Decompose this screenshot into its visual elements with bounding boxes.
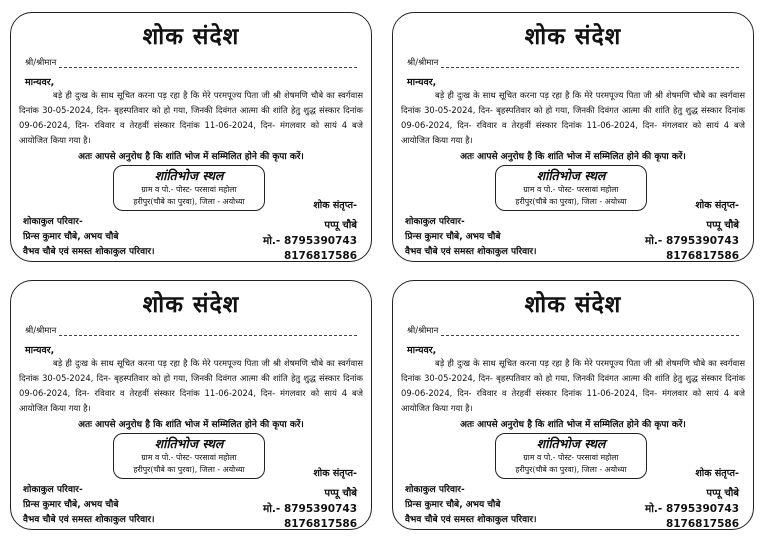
condolence-card-3: [10, 280, 372, 530]
request-line: अतः आपसे अनुरोध है कि शांति भोज में सम्मिलित होने की कृपा करें।: [460, 420, 686, 430]
venue-address-line-1: ग्राम व पो.- पोस्ट- परसावां महोला: [141, 185, 237, 194]
phone-number-2: 8176817586: [283, 250, 357, 262]
phone-number-1: मो.- 8795390743: [644, 503, 739, 515]
salutation: मान्यवर,: [407, 345, 437, 356]
card-title: शोक संदेश: [524, 292, 622, 318]
family-heading: शोकाकुल परिवार-: [405, 217, 465, 227]
salutation: मान्यवर,: [25, 345, 55, 356]
phone-number-1: मो.- 8795390743: [644, 235, 739, 247]
mourner-label: शोक संतृप्त-: [695, 468, 739, 479]
venue-address-line-2: हरीपुर(चौबे का पुरवा), जिला - अयोध्या: [133, 197, 245, 206]
addressee-prefix: श्री/श्रीमान: [407, 326, 439, 336]
venue-address-line-1: ग्राम व पो.- पोस्ट- परसावां महोला: [523, 185, 619, 194]
venue-address-line-2: हरीपुर(चौबे का पुरवा), जिला - अयोध्या: [515, 465, 627, 474]
phone-number-1: मो.- 8795390743: [262, 235, 357, 247]
card-title: शोक संदेश: [142, 24, 240, 50]
card-title: शोक संदेश: [142, 292, 240, 318]
message-body: बड़े ही दुःख के साथ सूचित करना पड़ रहा है कि मेरे परमपूज्य पिता जी श्री शेषमणि चौबे का स्वर्गवास दिनांक 30-05-2024, दिन- बृहस्पतिवार को हो गया, जिनकी दिवंगत आत्मा की शांति हेतु शुद्ध संस्कार दिनांक 09-06-2024, दिन- रविवार व तेरहवीं संस्कार दिनांक 11-06-2024, दिन- मंगलवार को सायं 4 बजे आयोजित किया गया है।: [19, 358, 363, 413]
family-names-line-2: वैभव चौबे एवं समस्त शोकाकुल परिवार।: [405, 515, 537, 525]
family-names-line-2: वैभव चौबे एवं समस्त शोकाकुल परिवार।: [23, 515, 155, 525]
venue-title: शांतिभोज स्थल: [536, 436, 606, 451]
request-line: अतः आपसे अनुरोध है कि शांति भोज में सम्मिलित होने की कृपा करें।: [78, 152, 304, 162]
venue-box: [113, 165, 265, 211]
family-names-line-2: वैभव चौबे एवं समस्त शोकाकुल परिवार।: [23, 247, 155, 257]
mourner-label: शोक संतृप्त-: [695, 200, 739, 211]
message-body: बड़े ही दुःख के साथ सूचित करना पड़ रहा है कि मेरे परमपूज्य पिता जी श्री शेषमणि चौबे का स्वर्गवास दिनांक 30-05-2024, दिन- बृहस्पतिवार को हो गया, जिनकी दिवंगत आत्मा की शांति हेतु शुद्ध संस्कार दिनांक 09-06-2024, दिन- रविवार व तेरहवीं संस्कार दिनांक 11-06-2024, दिन- मंगलवार को सायं 4 बजे आयोजित किया गया है।: [19, 90, 363, 145]
family-names-line-1: प्रिन्स कुमार चौबे, अभय चौबे: [23, 232, 119, 242]
venue-title: शांतिभोज स्थल: [536, 168, 606, 183]
venue-box: [113, 433, 265, 479]
venue-title: शांतिभोज स्थल: [154, 168, 224, 183]
mourner-label: शोक संतृप्त-: [313, 200, 357, 211]
phone-number-1: मो.- 8795390743: [262, 503, 357, 515]
condolence-card-4: [392, 280, 754, 530]
mourner-name: पप्पू चौबे: [324, 488, 357, 499]
venue-address-line-2: हरीपुर(चौबे का पुरवा), जिला - अयोध्या: [515, 197, 627, 206]
condolence-card-1: [10, 12, 372, 262]
venue-box: [495, 433, 647, 479]
venue-address-line-2: हरीपुर(चौबे का पुरवा), जिला - अयोध्या: [133, 465, 245, 474]
message-body: बड़े ही दुःख के साथ सूचित करना पड़ रहा है कि मेरे परमपूज्य पिता जी श्री शेषमणि चौबे का स्वर्गवास दिनांक 30-05-2024, दिन- बृहस्पतिवार को हो गया, जिनकी दिवंगत आत्मा की शांति हेतु शुद्ध संस्कार दिनांक 09-06-2024, दिन- रविवार व तेरहवीं संस्कार दिनांक 11-06-2024, दिन- मंगलवार को सायं 4 बजे आयोजित किया गया है।: [401, 358, 745, 413]
addressee-blank-line: [59, 329, 357, 336]
venue-title: शांतिभोज स्थल: [154, 436, 224, 451]
venue-address-line-1: ग्राम व पो.- पोस्ट- परसावां महोला: [523, 453, 619, 462]
salutation: मान्यवर,: [25, 77, 55, 88]
family-names-line-1: प्रिन्स कुमार चौबे, अभय चौबे: [405, 232, 501, 242]
family-names-line-2: वैभव चौबे एवं समस्त शोकाकुल परिवार।: [405, 247, 537, 257]
phone-number-2: 8176817586: [665, 518, 739, 530]
addressee-field: [407, 57, 739, 68]
family-heading: शोकाकुल परिवार-: [23, 485, 83, 495]
addressee-field: [25, 57, 357, 68]
card-title: शोक संदेश: [524, 24, 622, 50]
addressee-blank-line: [441, 329, 739, 336]
addressee-prefix: श्री/श्रीमान: [407, 58, 439, 68]
phone-number-2: 8176817586: [665, 250, 739, 262]
salutation: मान्यवर,: [407, 77, 437, 88]
phone-number-2: 8176817586: [283, 518, 357, 530]
venue-box: [495, 165, 647, 211]
addressee-field: [25, 325, 357, 336]
mourner-name: पप्पू चौबे: [324, 220, 357, 231]
family-names-line-1: प्रिन्स कुमार चौबे, अभय चौबे: [405, 500, 501, 510]
request-line: अतः आपसे अनुरोध है कि शांति भोज में सम्मिलित होने की कृपा करें।: [78, 420, 304, 430]
addressee-blank-line: [59, 61, 357, 68]
mourner-name: पप्पू चौबे: [706, 488, 739, 499]
addressee-prefix: श्री/श्रीमान: [25, 58, 57, 68]
message-body: बड़े ही दुःख के साथ सूचित करना पड़ रहा है कि मेरे परमपूज्य पिता जी श्री शेषमणि चौबे का स्वर्गवास दिनांक 30-05-2024, दिन- बृहस्पतिवार को हो गया, जिनकी दिवंगत आत्मा की शांति हेतु शुद्ध संस्कार दिनांक 09-06-2024, दिन- रविवार व तेरहवीं संस्कार दिनांक 11-06-2024, दिन- मंगलवार को सायं 4 बजे आयोजित किया गया है।: [401, 90, 745, 145]
addressee-blank-line: [441, 61, 739, 68]
mourner-label: शोक संतृप्त-: [313, 468, 357, 479]
mourner-name: पप्पू चौबे: [706, 220, 739, 231]
condolence-card-2: [392, 12, 754, 262]
family-heading: शोकाकुल परिवार-: [405, 485, 465, 495]
venue-address-line-1: ग्राम व पो.- पोस्ट- परसावां महोला: [141, 453, 237, 462]
family-heading: शोकाकुल परिवार-: [23, 217, 83, 227]
family-names-line-1: प्रिन्स कुमार चौबे, अभय चौबे: [23, 500, 119, 510]
request-line: अतः आपसे अनुरोध है कि शांति भोज में सम्मिलित होने की कृपा करें।: [460, 152, 686, 162]
addressee-field: [407, 325, 739, 336]
addressee-prefix: श्री/श्रीमान: [25, 326, 57, 336]
